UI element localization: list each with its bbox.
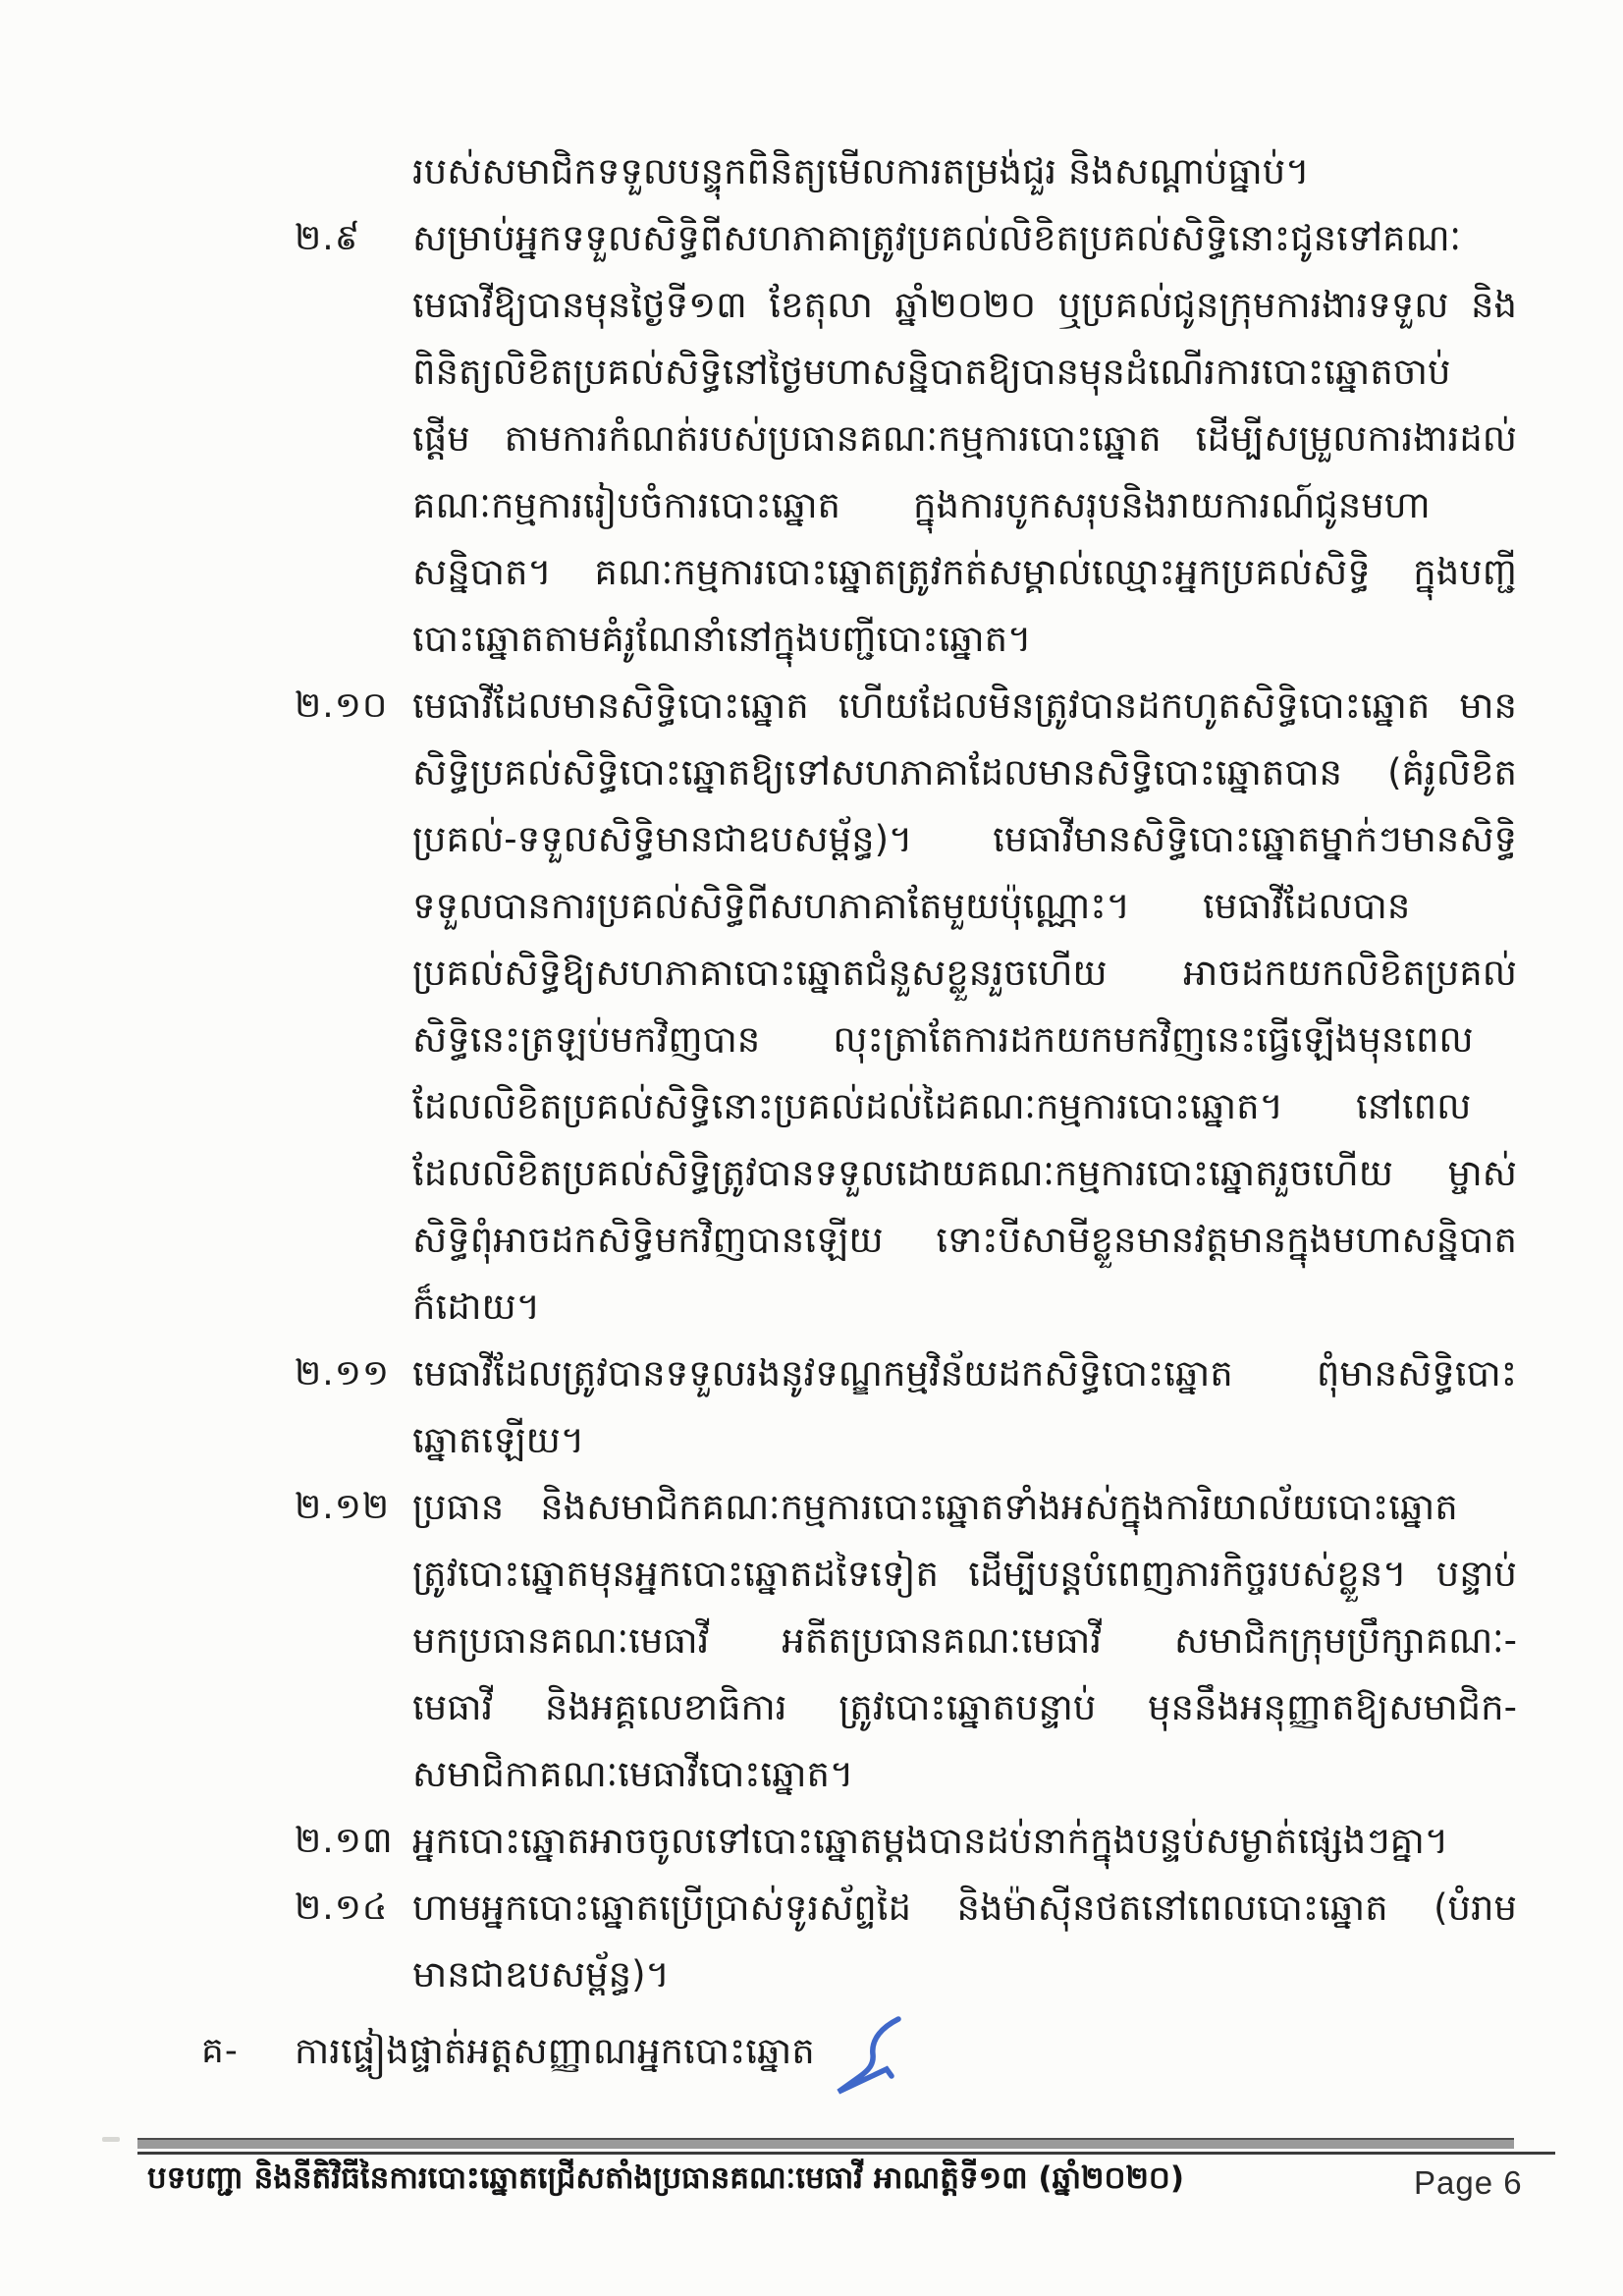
item-number: ២.១៤ [295,1887,389,1928]
scan-artifact [102,2137,120,2142]
text-line [295,1542,1517,1609]
line-text: ពិនិត្យលិខិតប្រគល់សិទ្ធិនៅថ្ងៃមហាសន្និបាតឱ្យបានមុនដំណើរការបោះឆ្នោតចាប់ [412,351,1451,393]
footer-rule-thick [137,2138,1514,2149]
text-line [295,407,1517,473]
line-text: របស់សមាជិកទទួលបន្ទុកពិនិត្យមើលការតម្រង់ជួរ និងសណ្ដាប់ធ្នាប់។ [412,150,1310,192]
line-text: ដែលលិខិតប្រគល់សិទ្ធិត្រូវបានទទួលដោយគណៈកម្មការបោះឆ្នោតរួចហើយ ម្ចាស់ [412,1152,1517,1194]
line-text: ដែលលិខិតប្រគល់សិទ្ធិនោះប្រគល់ដល់ដៃគណៈកម្មការបោះឆ្នោត។ នៅពេល [412,1085,1472,1127]
text-line [295,1809,1517,1876]
line-text: មេធាវីដែលមានសិទ្ធិបោះឆ្នោត ហើយដែលមិនត្រូវបានដកហូតសិទ្ធិបោះឆ្នោត មាន [412,684,1517,727]
item-number: គ- [201,2031,239,2071]
line-text: អ្នកបោះឆ្នោតអាចចូលទៅបោះឆ្នោតម្ដងបានដប់នាក់ក្នុងបន្ទប់សម្ងាត់ផ្សេងៗគ្នា។ [412,1820,1449,1862]
item-number: ២.១០ [295,685,389,726]
item-number: ២.៩ [295,218,361,258]
text-line [295,1942,1517,2009]
line-text: សមាជិកាគណៈមេធាវីបោះឆ្នោត។ [412,1753,854,1795]
line-text: ប្រគល់សិទ្ធិឱ្យសហភាគាបោះឆ្នោតជំនួសខ្លួនរួចហើយ អាចដកយកលិខិតប្រគល់ [412,952,1517,994]
text-line [295,1475,1517,1542]
line-text: ក៏ដោយ។ [412,1285,541,1328]
line-text: ប្រគល់-ទទួលសិទ្ធិមានជាឧបសម្ព័ន្ធ)។ មេធាវីមានសិទ្ធិបោះឆ្នោតម្នាក់ៗមានសិទ្ធិ [412,818,1517,860]
text-line [295,740,1517,807]
line-text: មេធាវីឱ្យបានមុនថ្ងៃទី១៣ ខែតុលា ឆ្នាំ២០២០ ឬប្រគល់ជូនក្រុមការងារទទួល និង [412,284,1517,326]
text-line [295,1408,1517,1475]
text-line [295,941,1517,1008]
text-line [295,139,1517,206]
line-text: មេធាវីដែលត្រូវបានទទួលរងនូវទណ្ឌកម្មវិន័យដកសិទ្ធិបោះឆ្នោត ពុំមានសិទ្ធិបោះ [412,1352,1517,1394]
text-line [295,1742,1517,1809]
footer-title: បទបញ្ជា និងនីតិវិធីនៃការបោះឆ្នោតជ្រើសតាំងប្រធានគណៈមេធាវី អាណត្តិទី១៣ (ឆ្នាំ២០២០) [147,2160,1185,2196]
text-line [295,1341,1517,1408]
text-line [295,874,1517,941]
body-text [201,139,1517,2086]
item-number: ២.១១ [295,1353,391,1394]
text-line [295,1208,1517,1275]
text-line [295,1141,1517,1208]
line-text: ការផ្ទៀងផ្ទាត់អត្តសញ្ញាណអ្នកបោះឆ្នោត [295,2030,815,2072]
line-text: សិទ្ធិនេះត្រឡប់មកវិញបាន លុះត្រាតែការដកយកមកវិញនេះធ្វើឡើងមុនពេល [412,1018,1474,1061]
text-line [295,1675,1517,1742]
line-text: ហាមអ្នកបោះឆ្នោតប្រើប្រាស់ទូរស័ព្ទដៃ និងម៉ាស៊ីនថតនៅពេលបោះឆ្នោត (បំរាម [412,1886,1517,1929]
text-line [295,540,1517,607]
item-number: ២.១២ [295,1487,391,1527]
line-text: សម្រាប់អ្នកទទួលសិទ្ធិពីសហភាគាត្រូវប្រគល់លិខិតប្រគល់សិទ្ធិនោះជូនទៅគណៈ [412,217,1461,259]
text-line [295,340,1517,407]
text-line [295,206,1517,273]
line-text: ឆ្នោតឡើយ។ [412,1419,585,1461]
line-text: គណៈកម្មការរៀបចំការបោះឆ្នោត ក្នុងការបូកសរុបនិងរាយការណ៍ជូនមហា [412,484,1431,526]
text-line [295,607,1517,674]
line-text: ត្រូវបោះឆ្នោតមុនអ្នកបោះឆ្នោតដទៃទៀត ដើម្បីបន្តបំពេញភារកិច្ចរបស់ខ្លួន។ បន្ទាប់ [412,1553,1517,1595]
line-text: មានជាឧបសម្ព័ន្ធ)។ [412,1953,670,1995]
line-text: ប្រធាន និងសមាជិកគណៈកម្មការបោះឆ្នោតទាំងអស់ក្នុងការិយាល័យបោះឆ្នោត [412,1486,1458,1528]
footer-rule-thin [137,2152,1555,2155]
line-text: ផ្ដើម តាមការកំណត់របស់ប្រធានគណៈកម្មការបោះឆ្នោត ដើម្បីសម្រួលការងារដល់ [412,417,1517,460]
item-number: ២.១៣ [295,1821,394,1861]
text-line [295,1876,1517,1942]
text-line [295,273,1517,340]
line-text: បោះឆ្នោតតាមគំរូណែនាំនៅក្នុងបញ្ជីបោះឆ្នោត។ [412,618,1032,660]
text-line [295,807,1517,874]
page-number: Page 6 [1414,2164,1523,2201]
line-text: សន្និបាត។ គណៈកម្មការបោះឆ្នោតត្រូវកត់សម្គាល់ឈ្មោះអ្នកប្រគល់សិទ្ធិ ក្នុងបញ្ជី [412,551,1517,593]
line-text: សិទ្ធិពុំអាចដកសិទ្ធិមកវិញបានឡើយ ទោះបីសាមីខ្លួនមានវត្តមានក្នុងមហាសន្និបាត [412,1219,1517,1261]
text-line [295,1609,1517,1675]
pen-mark-annotation [818,2005,916,2108]
text-line [295,473,1517,540]
text-line [295,1008,1517,1074]
line-text: មកប្រធានគណៈមេធាវី អតីតប្រធានគណៈមេធាវី សមាជិកក្រុមប្រឹក្សាគណៈ- [412,1619,1517,1662]
line-text: ទទួលបានការប្រគល់សិទ្ធិពីសហភាគាតែមួយប៉ុណ្ណោះ។ មេធាវីដែលបាន [412,885,1411,927]
line-text: មេធាវី និងអគ្គលេខាធិការ ត្រូវបោះឆ្នោតបន្ទាប់ មុននឹងអនុញ្ញាតឱ្យសមាជិក- [412,1686,1517,1728]
line-text: សិទ្ធិប្រគល់សិទ្ធិបោះឆ្នោតឱ្យទៅសហភាគាដែលមានសិទ្ធិបោះឆ្នោតបាន (គំរូលិខិត [412,751,1517,793]
text-line [295,674,1517,740]
text-line [295,1074,1517,1141]
text-line [295,1275,1517,1341]
